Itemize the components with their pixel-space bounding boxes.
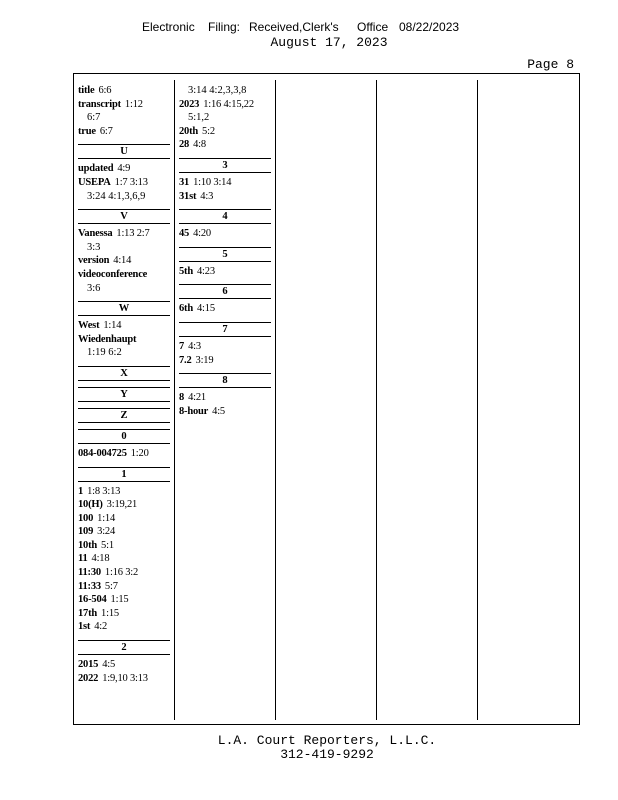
filing-date: 08/22/2023 — [399, 20, 460, 34]
index-pages: 3:19,21 — [106, 499, 138, 511]
index-word: 20th — [179, 125, 199, 137]
index-entry — [78, 485, 170, 499]
index-pages: 5:7 — [104, 580, 118, 592]
index-entry — [179, 340, 271, 354]
index-continuation: 3:14 4:2,3,3,8 — [188, 85, 247, 96]
index-pages: 4:23 — [197, 265, 215, 277]
section-letter: Z — [78, 408, 170, 423]
index-word: transcript — [78, 98, 121, 110]
index-word: videoconference — [78, 268, 148, 280]
index-entry — [179, 405, 271, 419]
index-pages: 4:21 — [188, 392, 206, 404]
page-number: Page 8 — [527, 57, 574, 72]
column-divider — [174, 80, 175, 720]
index-word: 17th — [78, 607, 98, 619]
index-entry — [78, 658, 170, 672]
column-divider — [376, 80, 377, 720]
index-pages: 1:15 — [110, 594, 129, 606]
index-pages: 4:2 — [94, 621, 108, 633]
index-pages: 1:16 3:2 — [104, 567, 139, 579]
index-entry — [78, 125, 170, 139]
index-entry — [179, 98, 271, 112]
index-entry — [78, 162, 170, 176]
index-pages: 4:5 — [212, 405, 225, 417]
index-pages: 1:13 2:7 — [116, 228, 150, 240]
index-column-1 — [78, 84, 170, 685]
index-entry — [78, 620, 170, 634]
index-word: true — [78, 125, 96, 137]
section-letter: W — [78, 301, 170, 316]
index-word: updated — [78, 163, 114, 175]
index-word: 8 — [179, 392, 185, 404]
index-pages: 4:3 — [188, 340, 201, 352]
index-word: 8-hour — [179, 405, 209, 417]
index-pages: 1:10 3:14 — [193, 176, 232, 188]
section-letter: X — [78, 366, 170, 381]
index-word: title — [78, 85, 95, 96]
index-pages: 4:18 — [91, 553, 110, 565]
index-word: 6th — [179, 303, 193, 315]
index-word: 2023 — [179, 98, 200, 110]
index-word: 2022 — [78, 672, 99, 684]
index-word: 7.2 — [179, 354, 192, 366]
index-entry — [78, 498, 170, 512]
index-pages: 6:7 — [99, 125, 113, 137]
index-entry — [179, 391, 271, 405]
filing-word-office: Office — [357, 20, 389, 34]
index-entry — [179, 125, 271, 139]
index-entry — [78, 512, 170, 526]
index-entry — [78, 607, 170, 621]
section-letter: 8 — [179, 373, 271, 388]
index-pages: 1:14 — [97, 512, 116, 524]
section-letter: V — [78, 209, 170, 224]
column-divider — [275, 80, 276, 720]
section-letter: 0 — [78, 429, 170, 444]
index-pages: 3:24 — [97, 526, 116, 538]
section-letter: 4 — [179, 209, 271, 224]
index-entry — [179, 302, 271, 316]
section-letter: 5 — [179, 247, 271, 262]
index-word: 109 — [78, 526, 94, 538]
index-column-2 — [179, 84, 271, 418]
index-entry — [78, 268, 170, 282]
index-pages: 4:14 — [113, 255, 132, 267]
column-divider — [477, 80, 478, 720]
index-continuation: 5:1,2 — [188, 112, 210, 124]
index-continuation: 6:7 — [87, 112, 101, 124]
index-entry — [78, 98, 170, 112]
index-pages: 1:12 — [124, 98, 143, 110]
index-word: 31 — [179, 176, 190, 188]
index-word: Vanessa — [78, 228, 113, 240]
index-entry — [78, 580, 170, 594]
index-entry — [78, 84, 170, 98]
index-entry — [78, 672, 170, 686]
index-word: 28 — [179, 139, 190, 151]
index-pages: 5:2 — [202, 125, 215, 137]
index-word: version — [78, 255, 110, 267]
index-word: 31st — [179, 190, 197, 202]
index-entry — [78, 539, 170, 553]
section-letter: 3 — [179, 158, 271, 173]
index-pages: 4:15 — [197, 303, 215, 315]
index-pages: 1:16 4:15,22 — [203, 98, 254, 110]
index-entry — [78, 333, 170, 347]
section-letter: 1 — [78, 467, 170, 482]
index-word: 100 — [78, 512, 94, 524]
index-pages: 5:1 — [101, 539, 114, 551]
index-pages: 4:8 — [193, 139, 206, 151]
index-entry — [78, 176, 170, 190]
index-pages: 1:15 — [101, 607, 119, 619]
index-pages: 4:9 — [117, 163, 131, 175]
index-word: 7 — [179, 340, 185, 352]
index-pages: 3:19 — [195, 354, 214, 366]
index-pages: 1:20 — [130, 447, 149, 459]
index-entry — [179, 138, 271, 152]
index-entry — [179, 227, 271, 241]
index-word: 45 — [179, 228, 190, 240]
index-entry — [78, 566, 170, 580]
index-word: 5th — [179, 265, 193, 277]
reporter-company: L.A. Court Reporters, L.L.C. — [217, 733, 437, 748]
index-pages: 4:5 — [102, 659, 116, 671]
index-entry — [78, 319, 170, 333]
index-continuation: 3:24 4:1,3,6,9 — [87, 190, 146, 202]
index-word: West — [78, 320, 100, 332]
index-pages: 1:9,10 3:13 — [102, 672, 148, 684]
index-entry — [179, 354, 271, 368]
filing-word-filing: Filing: — [208, 20, 241, 34]
index-entry — [179, 265, 271, 279]
index-word: 1st — [78, 621, 91, 633]
index-word: 084-004725 — [78, 447, 127, 459]
index-continuation: 3:6 — [87, 282, 101, 294]
index-pages: 4:20 — [193, 228, 211, 240]
index-word: Wiedenhaupt — [78, 333, 137, 345]
section-letter: 7 — [179, 322, 271, 337]
index-pages: 4:3 — [200, 190, 214, 202]
index-word: 16-504 — [78, 594, 107, 606]
index-pages: 6:6 — [98, 85, 112, 96]
index-pages: 1:8 3:13 — [87, 485, 121, 497]
index-entry — [78, 227, 170, 241]
index-word: 10th — [78, 539, 98, 551]
transcript-date: August 17, 2023 — [270, 35, 388, 50]
section-letter: 2 — [78, 640, 170, 655]
index-word: 11 — [78, 553, 88, 565]
index-entry — [179, 176, 271, 190]
index-word: 11:33 — [78, 580, 101, 592]
filing-word-received: Received,Clerk's — [249, 20, 339, 34]
section-letter: Y — [78, 387, 170, 402]
index-word: USEPA — [78, 176, 111, 188]
index-word: 11:30 — [78, 567, 101, 579]
index-word: 2015 — [78, 659, 99, 671]
reporter-phone: 312-419-9292 — [280, 747, 374, 762]
index-continuation: 3:3 — [87, 241, 101, 253]
filing-word-electronic: Electronic — [142, 20, 195, 34]
index-word: 10(H) — [78, 499, 103, 511]
index-entry — [179, 190, 271, 204]
index-entry — [78, 447, 170, 461]
section-letter: U — [78, 144, 170, 159]
index-word: 1 — [78, 485, 84, 497]
index-pages: 1:7 3:13 — [114, 176, 148, 188]
index-continuation: 1:19 6:2 — [87, 347, 122, 359]
index-entry — [78, 525, 170, 539]
index-entry — [78, 593, 170, 607]
index-entry — [78, 552, 170, 566]
index-entry — [78, 254, 170, 268]
section-letter: 6 — [179, 284, 271, 299]
index-pages: 1:14 — [103, 320, 122, 332]
